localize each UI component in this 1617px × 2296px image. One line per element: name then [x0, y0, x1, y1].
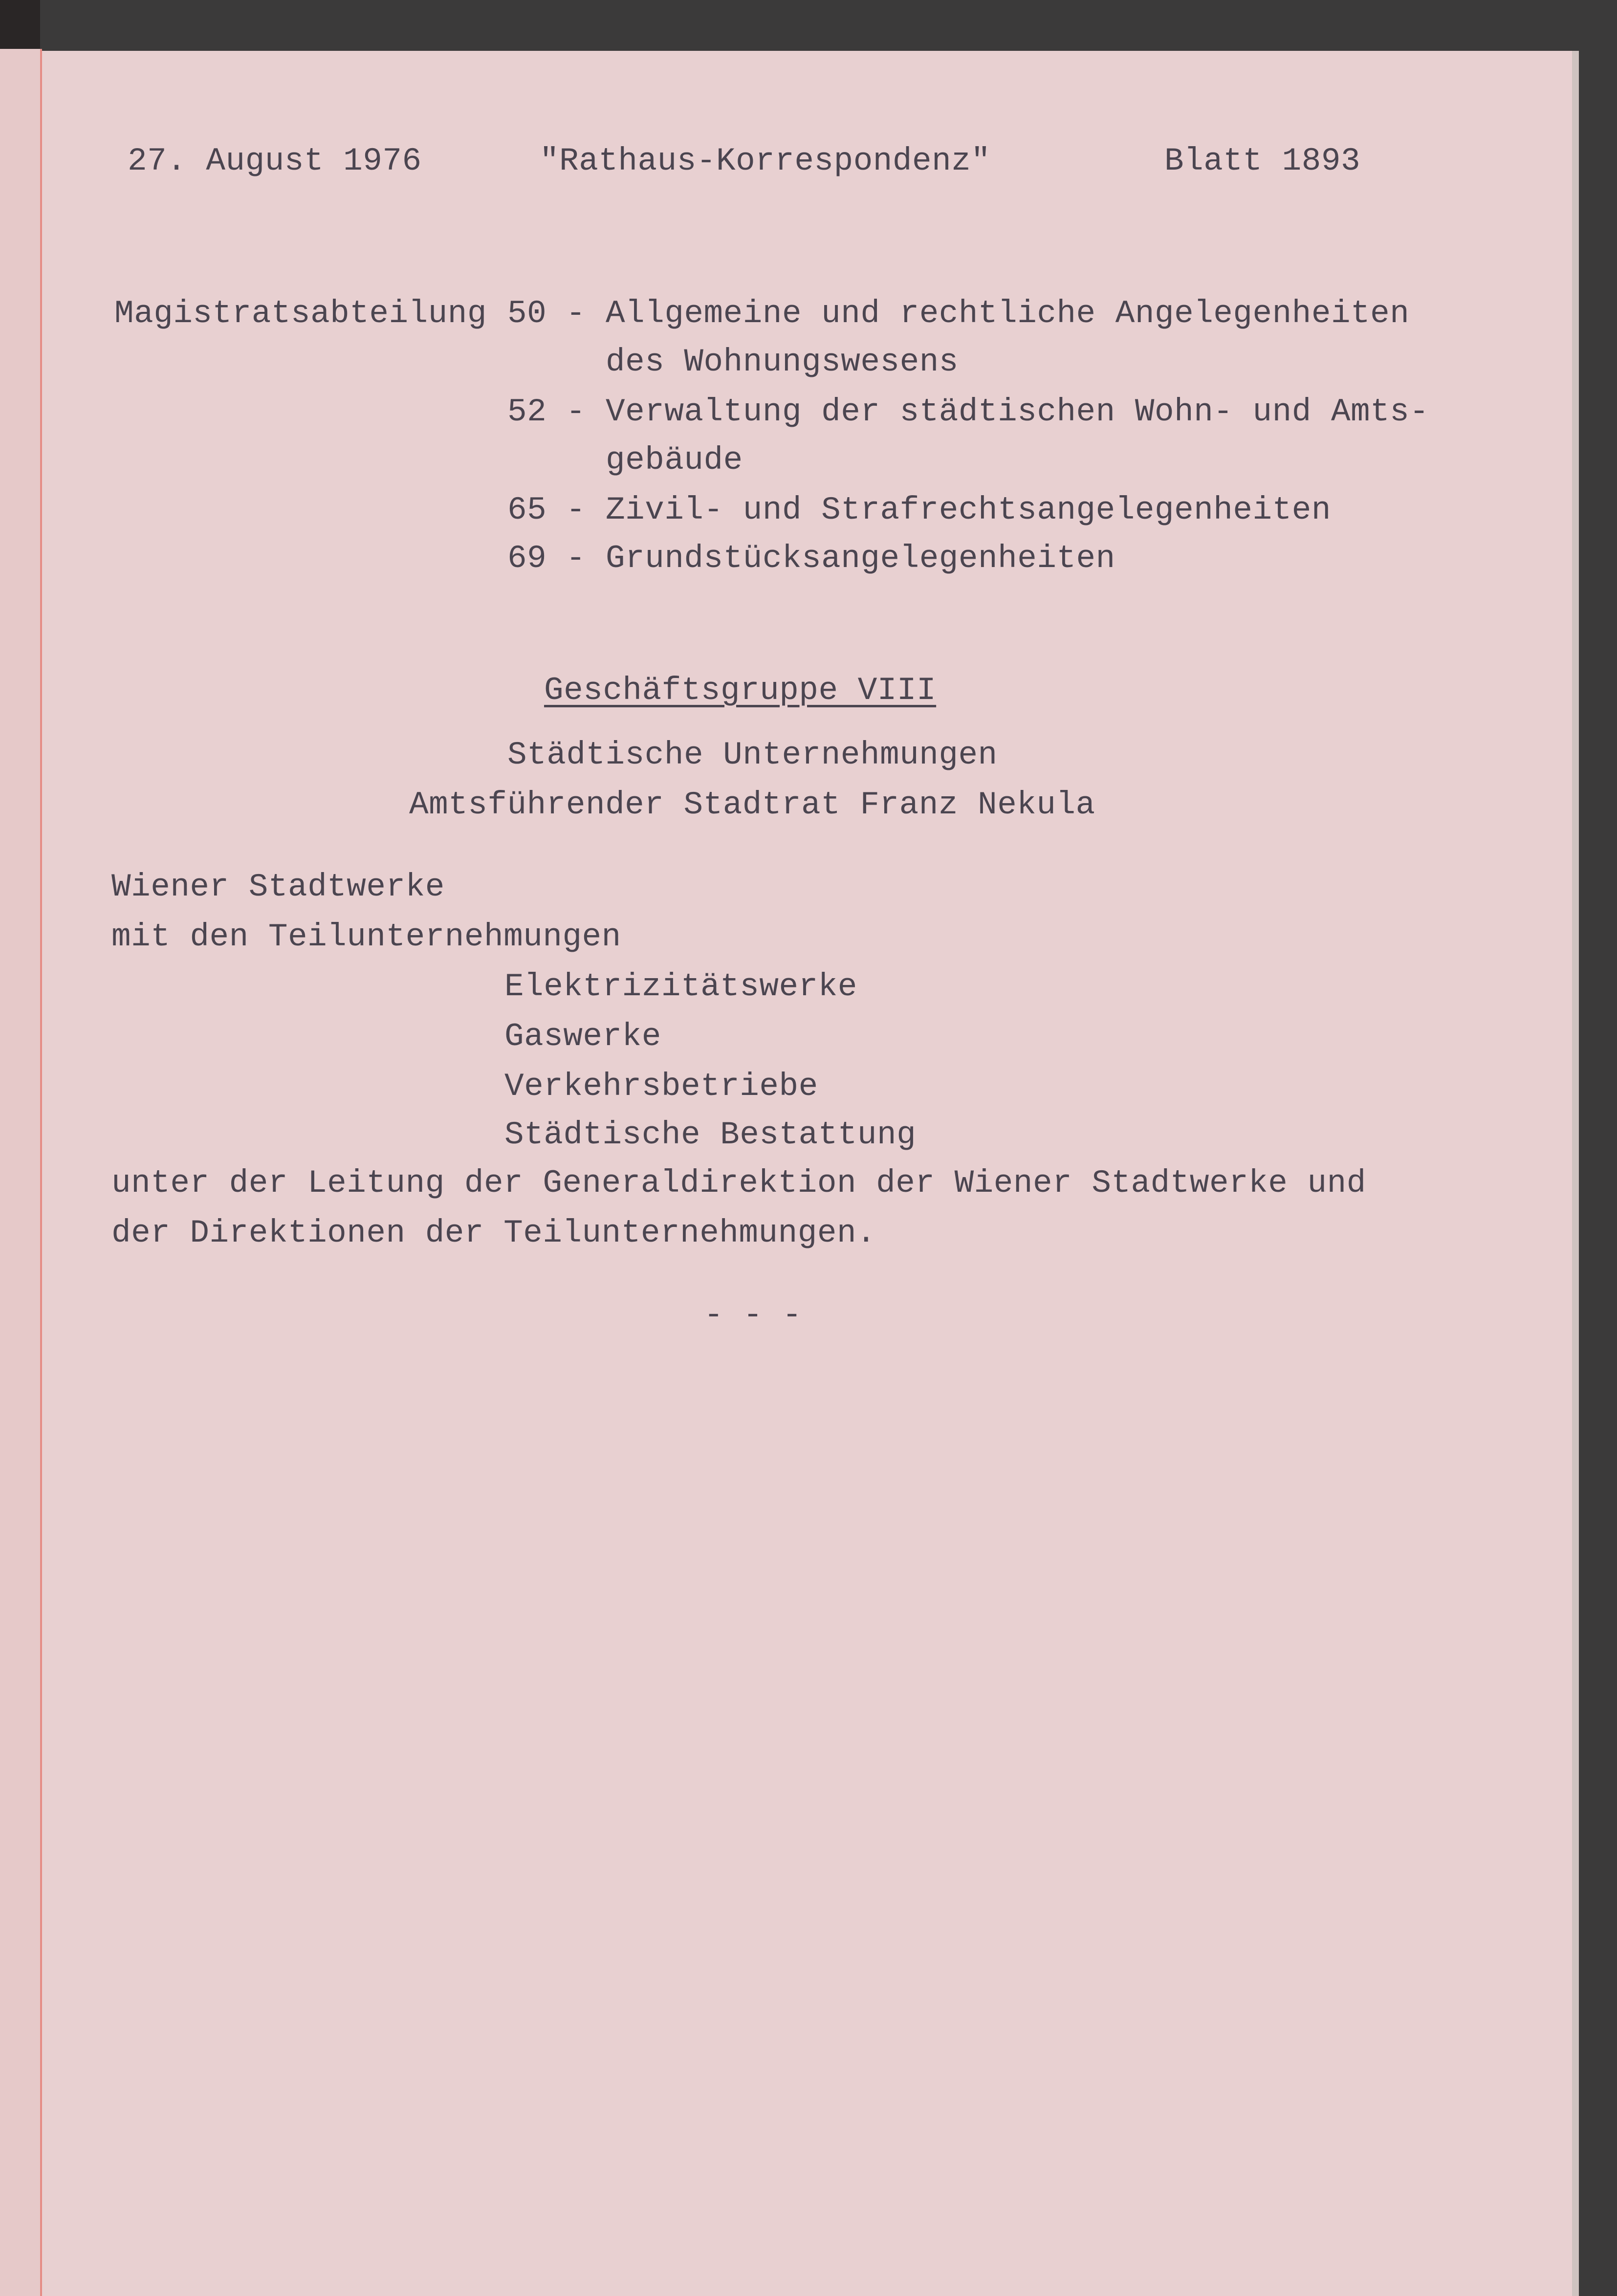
department-number: 52: [507, 394, 547, 430]
dash: -: [566, 295, 586, 332]
header-sheet-number: Blatt 1893: [1164, 143, 1361, 179]
body-line: Wiener Stadtwerke: [111, 869, 445, 905]
body-line: unter der Leitung der Generaldirektion der Wiener Stadtwerke und: [111, 1165, 1366, 1202]
body-line: der Direktionen der Teilunternehmungen.: [111, 1215, 876, 1251]
previous-page-edge: [0, 49, 42, 2296]
department-text: Grundstücksangelegenheiten: [606, 540, 1115, 577]
section-title: Geschäftsgruppe VIII: [544, 672, 937, 709]
department-text: Allgemeine und rechtliche Angelegenheiten: [606, 295, 1410, 332]
department-label: Magistratsabteilung: [114, 295, 487, 332]
subsidiary-item: Verkehrsbetriebe: [504, 1068, 818, 1105]
subsidiary-item: Elektrizitätswerke: [504, 968, 857, 1005]
end-mark: - - -: [704, 1297, 802, 1334]
department-text: Verwaltung der städtischen Wohn- und Amts-: [606, 394, 1429, 430]
dash: -: [566, 492, 586, 528]
department-number: 50: [507, 295, 547, 332]
department-number: 69: [507, 540, 547, 577]
body-line: mit den Teilunternehmungen: [111, 918, 621, 955]
page-edge: [1572, 51, 1579, 2296]
department-text-continuation: des Wohnungswesens: [606, 344, 959, 380]
department-text: Zivil- und Strafrechtsangelegenheiten: [606, 492, 1331, 528]
header-date: 27. August 1976: [128, 143, 422, 179]
subsidiary-item: Gaswerke: [504, 1018, 661, 1055]
department-text-continuation: gebäude: [606, 442, 743, 479]
department-number: 65: [507, 492, 547, 528]
header-publication: "Rathaus-Korrespondenz": [540, 143, 991, 179]
dash: -: [566, 394, 586, 430]
book-spine: [0, 0, 40, 49]
subsidiary-item: Städtische Bestattung: [504, 1116, 917, 1153]
section-subtitle: Städtische Unternehmungen: [507, 737, 998, 773]
section-councillor: Amtsführender Stadtrat Franz Nekula: [409, 787, 1095, 823]
dash: -: [566, 540, 586, 577]
